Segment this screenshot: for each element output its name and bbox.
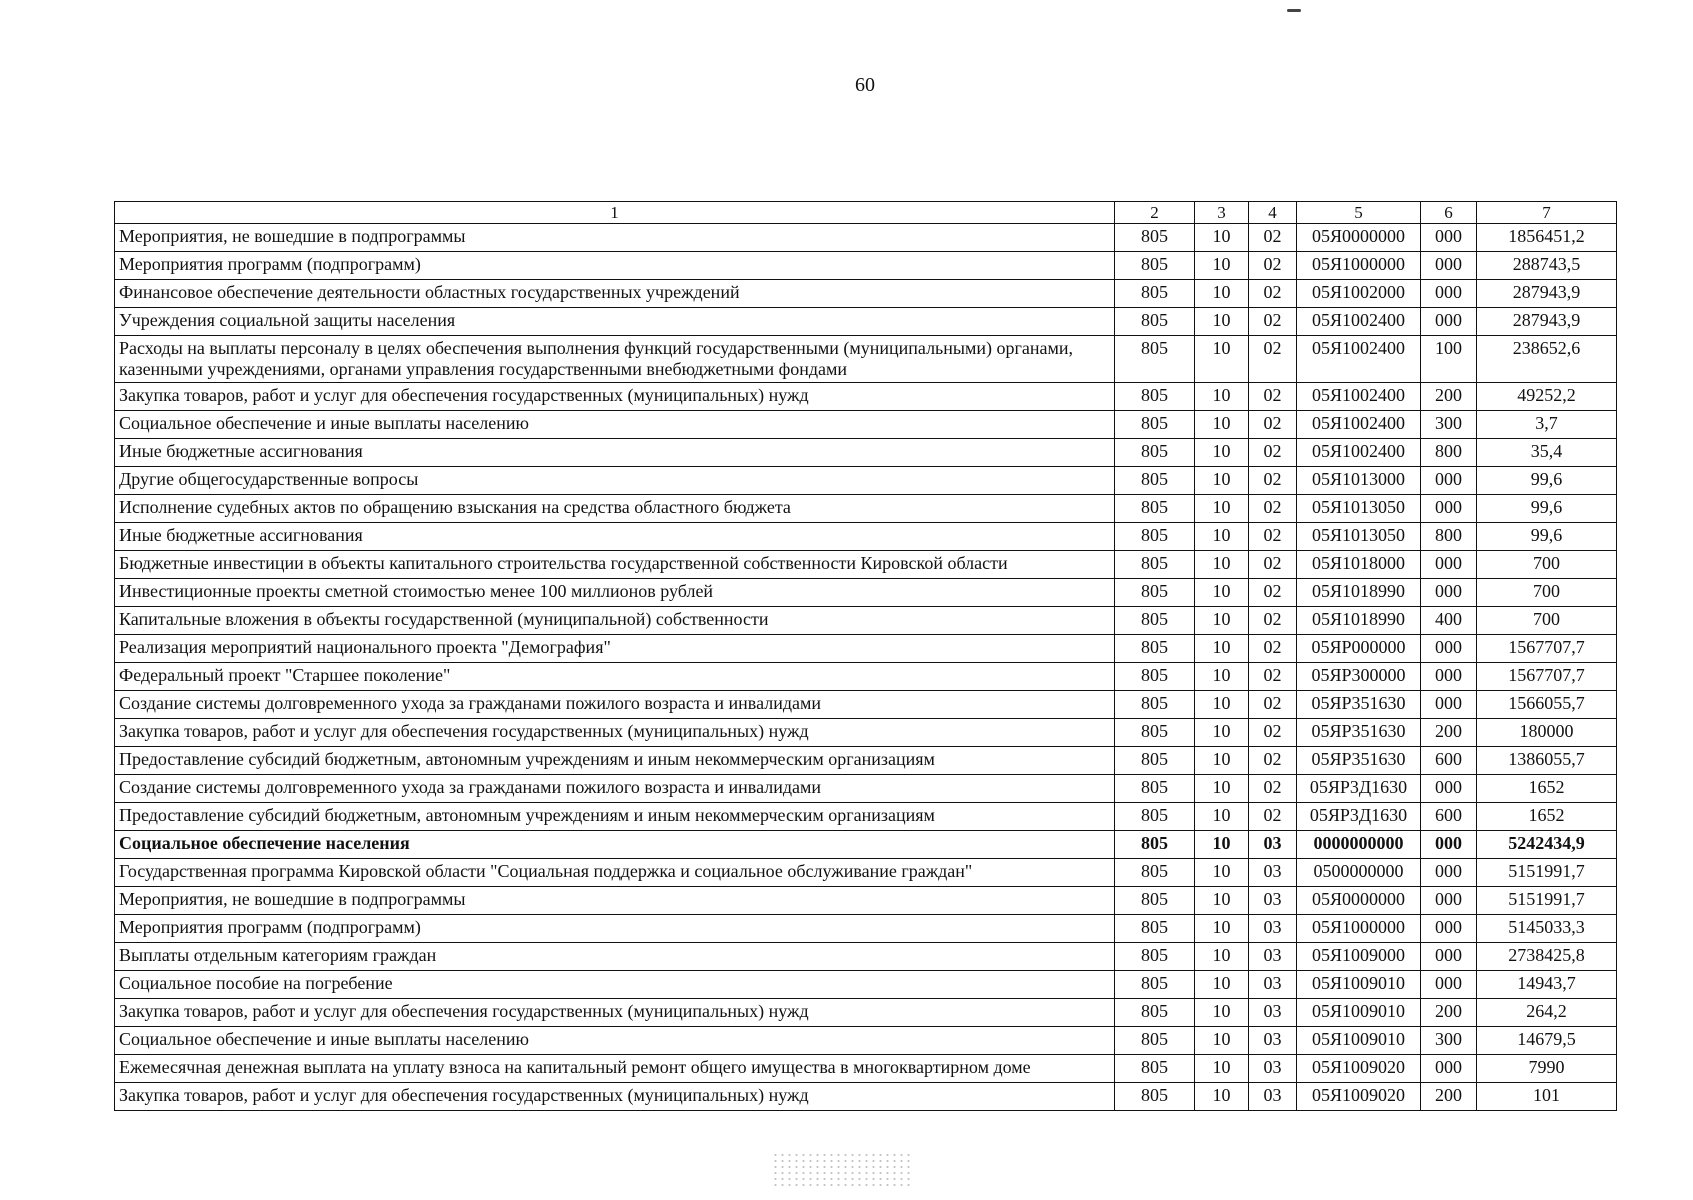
subsection-code-cell: 03 [1249,1083,1297,1111]
amount-cell: 180000 [1477,719,1617,747]
row-name-cell: Иные бюджетные ассигнования [115,439,1115,467]
section-code-cell: 10 [1195,859,1249,887]
subsection-code-cell: 02 [1249,747,1297,775]
section-code-cell: 10 [1195,308,1249,336]
section-code-cell: 10 [1195,579,1249,607]
section-code-cell: 10 [1195,607,1249,635]
table-row [115,579,1617,607]
ministry-code-cell: 805 [1115,859,1195,887]
budget-table [114,201,1617,1111]
subsection-code-cell: 02 [1249,803,1297,831]
row-name-cell: Закупка товаров, работ и услуг для обеспечения государственных (муниципальных) нужд [115,999,1115,1027]
section-code-cell: 10 [1195,635,1249,663]
table-row [115,411,1617,439]
row-name-cell: Иные бюджетные ассигнования [115,523,1115,551]
page-number: 60 [855,74,875,96]
subsection-code-cell: 03 [1249,887,1297,915]
amount-cell: 5151991,7 [1477,859,1617,887]
target-article-cell: 05Я1002000 [1297,280,1421,308]
table-row [115,551,1617,579]
section-code-cell: 10 [1195,663,1249,691]
amount-cell: 1566055,7 [1477,691,1617,719]
ministry-code-cell: 805 [1115,383,1195,411]
expense-type-cell: 000 [1421,775,1477,803]
subsection-code-cell: 03 [1249,915,1297,943]
row-name-cell: Государственная программа Кировской области "Социальная поддержка и социальное обслуживание граждан" [115,859,1115,887]
target-article-cell: 05ЯР351630 [1297,719,1421,747]
subsection-code-cell: 02 [1249,579,1297,607]
expense-type-cell: 000 [1421,635,1477,663]
expense-type-cell: 800 [1421,439,1477,467]
section-code-cell: 10 [1195,411,1249,439]
ministry-code-cell: 805 [1115,971,1195,999]
table-row [115,607,1617,635]
table-row [115,719,1617,747]
subsection-code-cell: 03 [1249,971,1297,999]
expense-type-cell: 000 [1421,224,1477,252]
subsection-code-cell: 03 [1249,831,1297,859]
section-code-cell: 10 [1195,467,1249,495]
subsection-code-cell: 03 [1249,999,1297,1027]
table-row [115,1027,1617,1055]
subsection-code-cell: 02 [1249,336,1297,383]
ministry-code-cell: 805 [1115,523,1195,551]
ministry-code-cell: 805 [1115,607,1195,635]
ministry-code-cell: 805 [1115,803,1195,831]
header-col-6: 6 [1421,202,1477,224]
amount-cell: 14943,7 [1477,971,1617,999]
table-row [115,747,1617,775]
expense-type-cell: 000 [1421,887,1477,915]
expense-type-cell: 800 [1421,523,1477,551]
table-row [115,775,1617,803]
target-article-cell: 05Я1018000 [1297,551,1421,579]
row-name-cell: Предоставление субсидий бюджетным, автономным учреждениям и иным некоммерческим организациям [115,803,1115,831]
target-article-cell: 05Я1013050 [1297,523,1421,551]
section-code-cell: 10 [1195,383,1249,411]
row-name-cell: Капитальные вложения в объекты государственной (муниципальной) собственности [115,607,1115,635]
target-article-cell: 05Я1000000 [1297,252,1421,280]
row-name-cell: Социальное обеспечение населения [115,831,1115,859]
amount-cell: 287943,9 [1477,280,1617,308]
ministry-code-cell: 805 [1115,635,1195,663]
amount-cell: 1386055,7 [1477,747,1617,775]
subsection-code-cell: 02 [1249,411,1297,439]
section-code-cell: 10 [1195,1083,1249,1111]
section-code-cell: 10 [1195,1055,1249,1083]
expense-type-cell: 000 [1421,252,1477,280]
target-article-cell: 05Я1009010 [1297,999,1421,1027]
ministry-code-cell: 805 [1115,280,1195,308]
section-code-cell: 10 [1195,775,1249,803]
subsection-code-cell: 02 [1249,308,1297,336]
amount-cell: 5242434,9 [1477,831,1617,859]
target-article-cell: 05Я1002400 [1297,383,1421,411]
ministry-code-cell: 805 [1115,915,1195,943]
expense-type-cell: 300 [1421,1027,1477,1055]
ministry-code-cell: 805 [1115,999,1195,1027]
ministry-code-cell: 805 [1115,336,1195,383]
target-article-cell: 0500000000 [1297,859,1421,887]
header-col-2: 2 [1115,202,1195,224]
expense-type-cell: 200 [1421,383,1477,411]
row-name-cell: Реализация мероприятий национального проекта "Демография" [115,635,1115,663]
row-name-cell: Бюджетные инвестиции в объекты капитального строительства государственной собственности Кировской области [115,551,1115,579]
ministry-code-cell: 805 [1115,495,1195,523]
ministry-code-cell: 805 [1115,308,1195,336]
section-code-cell: 10 [1195,999,1249,1027]
target-article-cell: 05Я1002400 [1297,336,1421,383]
row-name-cell: Мероприятия программ (подпрограмм) [115,915,1115,943]
section-code-cell: 10 [1195,719,1249,747]
subsection-code-cell: 02 [1249,663,1297,691]
table-row [115,635,1617,663]
expense-type-cell: 000 [1421,551,1477,579]
subsection-code-cell: 03 [1249,859,1297,887]
amount-cell: 1856451,2 [1477,224,1617,252]
row-name-cell: Федеральный проект "Старшее поколение" [115,663,1115,691]
amount-cell: 264,2 [1477,999,1617,1027]
table-row [115,887,1617,915]
amount-cell: 1652 [1477,803,1617,831]
row-name-cell: Мероприятия, не вошедшие в подпрограммы [115,887,1115,915]
target-article-cell: 05Я1018990 [1297,579,1421,607]
subsection-code-cell: 03 [1249,1027,1297,1055]
ministry-code-cell: 805 [1115,224,1195,252]
section-code-cell: 10 [1195,336,1249,383]
table-row [115,439,1617,467]
target-article-cell: 05Я1009010 [1297,971,1421,999]
subsection-code-cell: 02 [1249,439,1297,467]
ministry-code-cell: 805 [1115,943,1195,971]
target-article-cell: 05Я1013050 [1297,495,1421,523]
header-col-3: 3 [1195,202,1249,224]
subsection-code-cell: 02 [1249,775,1297,803]
table-row [115,859,1617,887]
row-name-cell: Ежемесячная денежная выплата на уплату взноса на капитальный ремонт общего имущества в многоквартирном доме [115,1055,1115,1083]
expense-type-cell: 000 [1421,971,1477,999]
table-row [115,691,1617,719]
expense-type-cell: 000 [1421,831,1477,859]
table-row [115,467,1617,495]
target-article-cell: 05Я0000000 [1297,887,1421,915]
table-row [115,336,1617,383]
row-name-cell: Расходы на выплаты персоналу в целях обеспечения выполнения функций государственными (муниципальными) органами, казенными учреждениями, органами управления государственными внебюджетными фондами [115,336,1115,383]
section-code-cell: 10 [1195,495,1249,523]
subsection-code-cell: 02 [1249,252,1297,280]
row-name-cell: Финансовое обеспечение деятельности областных государственных учреждений [115,280,1115,308]
expense-type-cell: 000 [1421,308,1477,336]
subsection-code-cell: 03 [1249,943,1297,971]
expense-type-cell: 000 [1421,1055,1477,1083]
section-code-cell: 10 [1195,803,1249,831]
section-code-cell: 10 [1195,1027,1249,1055]
expense-type-cell: 000 [1421,280,1477,308]
expense-type-cell: 000 [1421,579,1477,607]
amount-cell: 1567707,7 [1477,635,1617,663]
section-code-cell: 10 [1195,747,1249,775]
table-row [115,1083,1617,1111]
section-code-cell: 10 [1195,551,1249,579]
amount-cell: 1567707,7 [1477,663,1617,691]
ministry-code-cell: 805 [1115,1083,1195,1111]
row-name-cell: Создание системы долговременного ухода за гражданами пожилого возраста и инвалидами [115,775,1115,803]
expense-type-cell: 600 [1421,803,1477,831]
target-article-cell: 05Я0000000 [1297,224,1421,252]
amount-cell: 2738425,8 [1477,943,1617,971]
ministry-code-cell: 805 [1115,663,1195,691]
target-article-cell: 05ЯР3Д1630 [1297,775,1421,803]
row-name-cell: Выплаты отдельным категориям граждан [115,943,1115,971]
table-row [115,308,1617,336]
target-article-cell: 05Я1013000 [1297,467,1421,495]
amount-cell: 700 [1477,607,1617,635]
subsection-code-cell: 02 [1249,635,1297,663]
subsection-code-cell: 02 [1249,551,1297,579]
target-article-cell: 05Я1009020 [1297,1083,1421,1111]
row-name-cell: Учреждения социальной защиты населения [115,308,1115,336]
table-body [115,224,1617,1111]
table-row [115,383,1617,411]
target-article-cell: 05Я1009010 [1297,1027,1421,1055]
expense-type-cell: 000 [1421,859,1477,887]
amount-cell: 49252,2 [1477,383,1617,411]
section-code-cell: 10 [1195,831,1249,859]
section-code-cell: 10 [1195,691,1249,719]
expense-type-cell: 200 [1421,719,1477,747]
target-article-cell: 05ЯР351630 [1297,747,1421,775]
row-name-cell: Мероприятия программ (подпрограмм) [115,252,1115,280]
section-code-cell: 10 [1195,252,1249,280]
table-row [115,999,1617,1027]
section-code-cell: 10 [1195,224,1249,252]
target-article-cell: 05Я1000000 [1297,915,1421,943]
table-row [115,224,1617,252]
scan-speckle [772,1152,912,1190]
row-name-cell: Закупка товаров, работ и услуг для обеспечения государственных (муниципальных) нужд [115,1083,1115,1111]
subsection-code-cell: 02 [1249,719,1297,747]
subsection-code-cell: 02 [1249,607,1297,635]
row-name-cell: Социальное обеспечение и иные выплаты населению [115,1027,1115,1055]
amount-cell: 5151991,7 [1477,887,1617,915]
table-row [115,280,1617,308]
table-row [115,943,1617,971]
target-article-cell: 05Я1002400 [1297,308,1421,336]
table-row [115,663,1617,691]
target-article-cell: 05ЯР000000 [1297,635,1421,663]
table-row [115,803,1617,831]
ministry-code-cell: 805 [1115,719,1195,747]
amount-cell: 7990 [1477,1055,1617,1083]
row-name-cell: Предоставление субсидий бюджетным, автономным учреждениям и иным некоммерческим организациям [115,747,1115,775]
target-article-cell: 05Я1002400 [1297,411,1421,439]
row-name-cell: Мероприятия, не вошедшие в подпрограммы [115,224,1115,252]
header-col-5: 5 [1297,202,1421,224]
target-article-cell: 05ЯР3Д1630 [1297,803,1421,831]
ministry-code-cell: 805 [1115,579,1195,607]
header-col-4: 4 [1249,202,1297,224]
table-row [115,495,1617,523]
expense-type-cell: 200 [1421,999,1477,1027]
expense-type-cell: 300 [1421,411,1477,439]
header-col-7: 7 [1477,202,1617,224]
table-row [115,971,1617,999]
ministry-code-cell: 805 [1115,691,1195,719]
row-name-cell: Закупка товаров, работ и услуг для обеспечения государственных (муниципальных) нужд [115,383,1115,411]
subsection-code-cell: 03 [1249,1055,1297,1083]
row-name-cell: Социальное обеспечение и иные выплаты населению [115,411,1115,439]
row-name-cell: Исполнение судебных актов по обращению взыскания на средства областного бюджета [115,495,1115,523]
amount-cell: 99,6 [1477,467,1617,495]
target-article-cell: 05Я1009000 [1297,943,1421,971]
section-code-cell: 10 [1195,280,1249,308]
ministry-code-cell: 805 [1115,467,1195,495]
section-code-cell: 10 [1195,915,1249,943]
section-code-cell: 10 [1195,971,1249,999]
expense-type-cell: 000 [1421,663,1477,691]
target-article-cell: 05Я1002400 [1297,439,1421,467]
expense-type-cell: 100 [1421,336,1477,383]
target-article-cell: 05Я1018990 [1297,607,1421,635]
target-article-cell: 05Я1009020 [1297,1055,1421,1083]
ministry-code-cell: 805 [1115,1027,1195,1055]
amount-cell: 5145033,3 [1477,915,1617,943]
scan-artifact [1287,9,1301,12]
expense-type-cell: 000 [1421,943,1477,971]
ministry-code-cell: 805 [1115,747,1195,775]
amount-cell: 1652 [1477,775,1617,803]
row-name-cell: Социальное пособие на погребение [115,971,1115,999]
header-col-1: 1 [115,202,1115,224]
expense-type-cell: 000 [1421,691,1477,719]
subsection-code-cell: 02 [1249,280,1297,308]
ministry-code-cell: 805 [1115,551,1195,579]
expense-type-cell: 000 [1421,915,1477,943]
target-article-cell: 05ЯР300000 [1297,663,1421,691]
ministry-code-cell: 805 [1115,775,1195,803]
subsection-code-cell: 02 [1249,495,1297,523]
expense-type-cell: 000 [1421,495,1477,523]
ministry-code-cell: 805 [1115,439,1195,467]
table-row [115,915,1617,943]
subsection-code-cell: 02 [1249,383,1297,411]
ministry-code-cell: 805 [1115,1055,1195,1083]
row-name-cell: Инвестиционные проекты сметной стоимостью менее 100 миллионов рублей [115,579,1115,607]
subsection-code-cell: 02 [1249,467,1297,495]
amount-cell: 35,4 [1477,439,1617,467]
section-code-cell: 10 [1195,887,1249,915]
row-name-cell: Создание системы долговременного ухода за гражданами пожилого возраста и инвалидами [115,691,1115,719]
ministry-code-cell: 805 [1115,252,1195,280]
section-code-cell: 10 [1195,943,1249,971]
section-code-cell: 10 [1195,523,1249,551]
amount-cell: 99,6 [1477,495,1617,523]
amount-cell: 101 [1477,1083,1617,1111]
amount-cell: 3,7 [1477,411,1617,439]
row-name-cell: Другие общегосударственные вопросы [115,467,1115,495]
table-row [115,523,1617,551]
amount-cell: 288743,5 [1477,252,1617,280]
amount-cell: 14679,5 [1477,1027,1617,1055]
table-row [115,831,1617,859]
amount-cell: 700 [1477,579,1617,607]
expense-type-cell: 400 [1421,607,1477,635]
subsection-code-cell: 02 [1249,523,1297,551]
amount-cell: 700 [1477,551,1617,579]
expense-type-cell: 000 [1421,467,1477,495]
expense-type-cell: 200 [1421,1083,1477,1111]
amount-cell: 99,6 [1477,523,1617,551]
table-row [115,1055,1617,1083]
section-code-cell: 10 [1195,439,1249,467]
subsection-code-cell: 02 [1249,224,1297,252]
header-row [115,202,1617,224]
ministry-code-cell: 805 [1115,887,1195,915]
ministry-code-cell: 805 [1115,831,1195,859]
amount-cell: 238652,6 [1477,336,1617,383]
table-row [115,252,1617,280]
expense-type-cell: 600 [1421,747,1477,775]
subsection-code-cell: 02 [1249,691,1297,719]
amount-cell: 287943,9 [1477,308,1617,336]
target-article-cell: 05ЯР351630 [1297,691,1421,719]
target-article-cell: 0000000000 [1297,831,1421,859]
ministry-code-cell: 805 [1115,411,1195,439]
row-name-cell: Закупка товаров, работ и услуг для обеспечения государственных (муниципальных) нужд [115,719,1115,747]
